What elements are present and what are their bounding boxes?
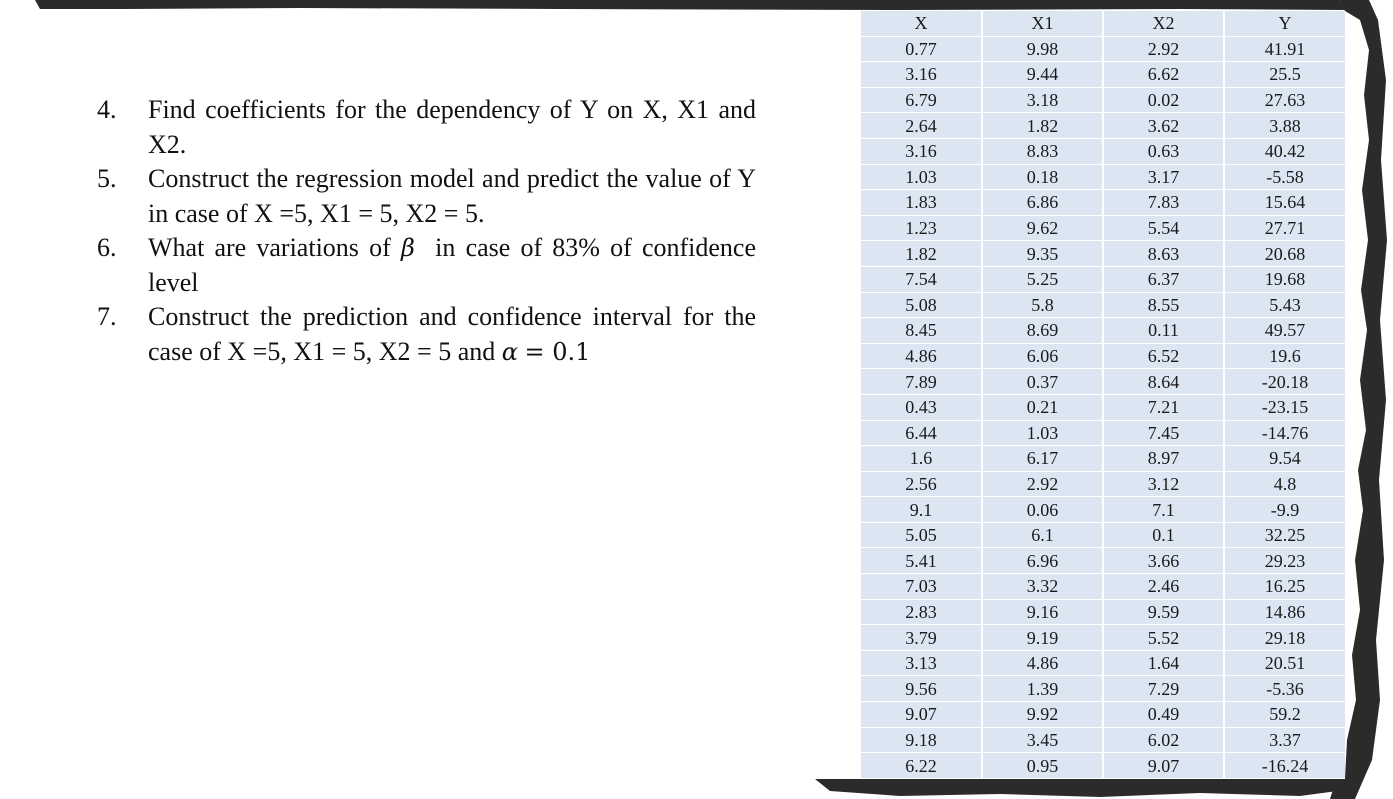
table-cell-x2: 5.54 [1103,215,1224,241]
table-row [861,343,1345,369]
table-cell-y: 15.64 [1224,190,1345,216]
beta-symbol: β [400,234,415,262]
task-text-before: What are variations of [148,233,391,262]
table-cell-x: 3.16 [861,138,982,164]
table-cell-y: 59.2 [1224,702,1345,728]
table-cell-x1: 9.19 [982,625,1103,651]
table-cell-x: 5.41 [861,548,982,574]
table-cell-x: 9.07 [861,702,982,728]
column-header-x2: X2 [1103,11,1224,36]
table-row [861,599,1345,625]
table-cell-y: 14.86 [1224,599,1345,625]
table-cell-x2: 0.11 [1103,318,1224,344]
table-cell-x1: 1.82 [982,113,1103,139]
table-cell-y: -23.15 [1224,394,1345,420]
table-cell-x2: 8.55 [1103,292,1224,318]
table-row [861,164,1345,190]
table-cell-y: 9.54 [1224,446,1345,472]
table-cell-x1: 9.62 [982,215,1103,241]
table-cell-x: 1.82 [861,241,982,267]
table-cell-x1: 6.17 [982,446,1103,472]
table-cell-x1: 6.96 [982,548,1103,574]
table-cell-x1: 0.37 [982,369,1103,395]
table-cell-y: 29.18 [1224,625,1345,651]
table-cell-x1: 9.16 [982,599,1103,625]
table-cell-y: 3.37 [1224,727,1345,753]
top-torn-edge [35,0,1345,10]
table-cell-x: 6.22 [861,753,982,779]
task-text [148,231,756,300]
table-cell-x1: 8.83 [982,138,1103,164]
alpha-symbol: α [501,337,518,366]
table-row [861,753,1345,779]
table-row [861,471,1345,497]
table-cell-x2: 7.1 [1103,497,1224,523]
table-cell-x2: 8.63 [1103,241,1224,267]
table-row [861,676,1345,702]
table-cell-x2: 6.62 [1103,62,1224,88]
table-cell-x1: 4.86 [982,650,1103,676]
table-cell-y: 40.42 [1224,138,1345,164]
table-cell-x1: 5.25 [982,266,1103,292]
table-body [861,36,1345,778]
table-row [861,190,1345,216]
table-cell-y: 19.68 [1224,266,1345,292]
table-cell-x1: 3.18 [982,87,1103,113]
table-cell-y: 27.71 [1224,215,1345,241]
bottom-torn-edge [815,779,1345,797]
data-table-container [861,11,1345,779]
table-cell-x2: 9.59 [1103,599,1224,625]
table-cell-x: 9.18 [861,727,982,753]
task-item-7 [92,300,756,369]
table-cell-x2: 0.1 [1103,522,1224,548]
table-row [861,394,1345,420]
table-cell-x1: 0.06 [982,497,1103,523]
table-cell-x: 2.83 [861,599,982,625]
table-cell-y: 5.43 [1224,292,1345,318]
table-header-row [861,11,1345,36]
table-cell-y: -20.18 [1224,369,1345,395]
table-row [861,215,1345,241]
task-list [92,93,756,369]
table-cell-x: 7.89 [861,369,982,395]
table-cell-x1: 1.39 [982,676,1103,702]
table-row [861,727,1345,753]
table-row [861,497,1345,523]
table-cell-y: 29.23 [1224,548,1345,574]
table-cell-x1: 8.69 [982,318,1103,344]
table-cell-x2: 3.62 [1103,113,1224,139]
table-cell-x: 6.79 [861,87,982,113]
table-row [861,292,1345,318]
table-cell-x2: 6.02 [1103,727,1224,753]
table-cell-x: 1.83 [861,190,982,216]
table-cell-y: 41.91 [1224,36,1345,62]
table-cell-y: 25.5 [1224,62,1345,88]
task-number: 5. [97,164,117,193]
table-cell-y: -14.76 [1224,420,1345,446]
table-row [861,650,1345,676]
table-row [861,241,1345,267]
table-row [861,522,1345,548]
table-cell-x: 7.54 [861,266,982,292]
table-row [861,87,1345,113]
task-text: Construct the regression model and predict the value of Y in case of X =5, X1 = 5, X2 = 5. [148,164,756,228]
table-cell-x: 5.08 [861,292,982,318]
table-cell-x: 9.1 [861,497,982,523]
table-cell-x1: 9.44 [982,62,1103,88]
table-cell-x1: 0.18 [982,164,1103,190]
table-cell-x1: 2.92 [982,471,1103,497]
table-cell-x2: 7.21 [1103,394,1224,420]
column-header-y: Y [1224,11,1345,36]
table-cell-x2: 2.92 [1103,36,1224,62]
table-row [861,574,1345,600]
table-cell-x: 9.56 [861,676,982,702]
task-text [148,300,756,369]
table-cell-y: 19.6 [1224,343,1345,369]
table-row [861,369,1345,395]
table-row [861,266,1345,292]
table-cell-x2: 5.52 [1103,625,1224,651]
table-cell-x: 3.13 [861,650,982,676]
table-cell-x2: 9.07 [1103,753,1224,779]
table-cell-x2: 3.66 [1103,548,1224,574]
table-cell-x: 2.64 [861,113,982,139]
table-cell-x2: 8.97 [1103,446,1224,472]
table-cell-x1: 1.03 [982,420,1103,446]
task-text: Find coefficients for the dependency of Y on X, X1 and X2. [148,95,756,159]
table-cell-y: 32.25 [1224,522,1345,548]
table-cell-x1: 9.35 [982,241,1103,267]
table-cell-x2: 2.46 [1103,574,1224,600]
table-cell-x: 1.23 [861,215,982,241]
table-cell-y: 16.25 [1224,574,1345,600]
table-cell-y: -5.36 [1224,676,1345,702]
table-cell-x: 2.56 [861,471,982,497]
table-cell-x2: 0.49 [1103,702,1224,728]
table-cell-x2: 3.17 [1103,164,1224,190]
table-row [861,36,1345,62]
task-number: 6. [97,233,117,262]
table-cell-y: 20.68 [1224,241,1345,267]
table-cell-x1: 6.86 [982,190,1103,216]
task-number: 4. [97,95,117,124]
table-cell-x2: 6.37 [1103,266,1224,292]
table-cell-x1: 9.92 [982,702,1103,728]
table-cell-x1: 5.8 [982,292,1103,318]
table-cell-x: 5.05 [861,522,982,548]
table-cell-x: 3.79 [861,625,982,651]
table-cell-x: 1.03 [861,164,982,190]
table-cell-x: 7.03 [861,574,982,600]
table-cell-x1: 3.45 [982,727,1103,753]
table-cell-x1: 6.1 [982,522,1103,548]
table-cell-x1: 3.32 [982,574,1103,600]
table-row [861,446,1345,472]
table-cell-y: -5.58 [1224,164,1345,190]
table-cell-x: 1.6 [861,446,982,472]
table-row [861,625,1345,651]
table-cell-x2: 7.45 [1103,420,1224,446]
table-cell-x: 3.16 [861,62,982,88]
table-cell-x2: 3.12 [1103,471,1224,497]
table-cell-x2: 8.64 [1103,369,1224,395]
table-cell-x2: 6.52 [1103,343,1224,369]
task-item-6 [92,231,756,300]
table-cell-x2: 7.29 [1103,676,1224,702]
task-text-after: = 0.1 [524,337,591,366]
table-cell-y: -16.24 [1224,753,1345,779]
table-row [861,548,1345,574]
table-cell-y: 20.51 [1224,650,1345,676]
table-cell-x1: 9.98 [982,36,1103,62]
table-cell-x: 4.86 [861,343,982,369]
table-cell-x2: 0.02 [1103,87,1224,113]
table-cell-y: -9.9 [1224,497,1345,523]
table-row [861,702,1345,728]
table-cell-x1: 0.95 [982,753,1103,779]
task-text-before: Construct the prediction and confidence interval for the case of X =5, X1 = 5, X2 = 5 and [148,302,756,366]
table-cell-x2: 0.63 [1103,138,1224,164]
table-row [861,113,1345,139]
table-row [861,420,1345,446]
table-cell-x2: 7.83 [1103,190,1224,216]
table-cell-x: 0.77 [861,36,982,62]
task-number: 7. [97,302,117,331]
table-cell-y: 4.8 [1224,471,1345,497]
task-item-4 [92,93,756,162]
column-header-x1: X1 [982,11,1103,36]
task-text-after: in case of 83% of confidence level [148,233,757,297]
table-cell-x: 0.43 [861,394,982,420]
table-cell-x1: 0.21 [982,394,1103,420]
table-cell-y: 27.63 [1224,87,1345,113]
task-item-5 [92,162,756,231]
data-table [861,11,1345,779]
table-row [861,138,1345,164]
table-cell-x2: 1.64 [1103,650,1224,676]
table-cell-x: 6.44 [861,420,982,446]
table-cell-y: 49.57 [1224,318,1345,344]
table-row [861,318,1345,344]
table-row [861,62,1345,88]
table-cell-x: 8.45 [861,318,982,344]
column-header-x: X [861,11,982,36]
table-cell-x1: 6.06 [982,343,1103,369]
table-cell-y: 3.88 [1224,113,1345,139]
